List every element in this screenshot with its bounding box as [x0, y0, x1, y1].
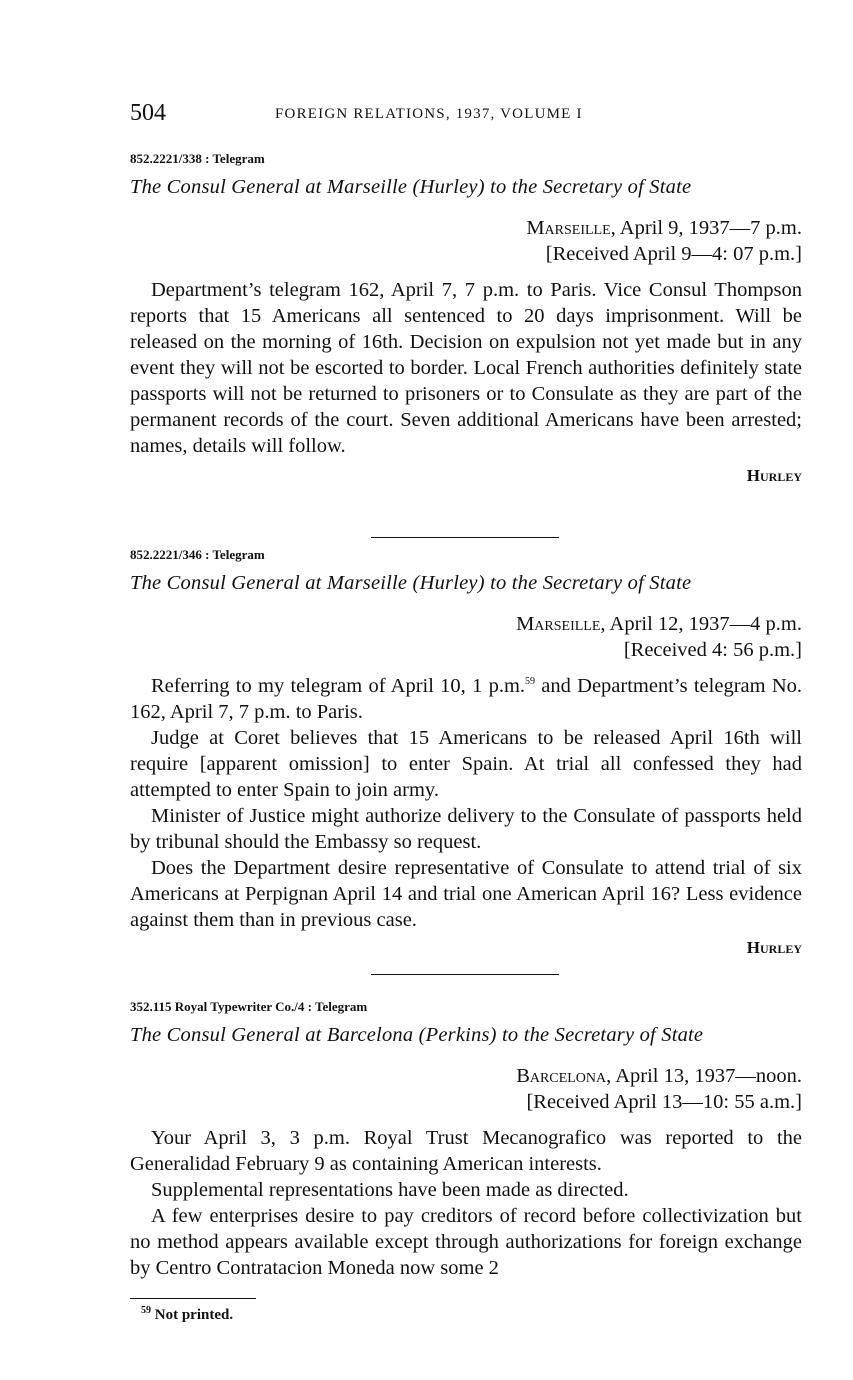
dateline — [130, 611, 802, 637]
dateline — [130, 215, 802, 241]
body-paragraph: Your April 3, 3 p.m. Royal Trust Mecanografico was reported to the Generalidad February 9 as containing American interests. — [130, 1127, 802, 1175]
paragraph-text: Referring to my telegram of April 10, 1 p.m. — [151, 675, 526, 697]
footnote-text: Not printed. — [151, 1307, 234, 1323]
body-paragraph: Supplemental representations have been made as directed. — [151, 1179, 629, 1201]
body-paragraph: Minister of Justice might authorize delivery to the Consulate of passports held by tribunal should the Embassy so request. — [130, 805, 802, 853]
telegram-338 — [130, 150, 802, 487]
file-reference: 352.115 Royal Typewriter Co./4 : Telegram — [130, 999, 368, 1014]
telegram-346 — [130, 546, 802, 959]
signature: Hurley — [746, 938, 802, 957]
telegram-royal-typewriter — [130, 998, 802, 1281]
document-title: The Consul General at Marseille (Hurley) to the Secretary of State — [130, 572, 692, 594]
file-reference: 852.2221/346 : Telegram — [130, 547, 265, 562]
received-line: [Received 4: 56 p.m.] — [623, 639, 802, 661]
dateline-date: , April 13, 1937—noon. — [606, 1065, 802, 1087]
page-number: 504 — [130, 100, 166, 126]
body-paragraph: A few enterprises desire to pay creditors of record before collectivization but no method appears available except through authorizations for foreign exchange by Centro Contratacion Moneda now some 2 — [130, 1205, 802, 1279]
dateline-date: , April 9, 1937—7 p.m. — [610, 217, 802, 239]
dateline-place: Barcelona — [516, 1065, 607, 1087]
body-paragraph: Does the Department desire representative of Consulate to attend trial of six Americans at Perpignan April 14 and trial one American April 16? Less evidence against them than in previous case. — [130, 857, 802, 931]
file-reference: 852.2221/338 : Telegram — [130, 151, 265, 166]
body-paragraph — [130, 673, 802, 725]
page-header — [130, 100, 802, 134]
footnote-divider — [130, 1298, 256, 1299]
dateline-place: Marseille — [526, 217, 611, 239]
body-paragraph: Department’s telegram 162, April 7, 7 p.m. to Paris. Vice Consul Thompson reports that 15 Americans all sentenced to 20 days imprisonment. Will be released on the morning of 16th. Decision on expulsion not yet made but in any event they will not be escorted to border. Local French authorities definitely state passports will not be returned to prisoners or to Consulate as they are part of the permanent records of the court. Seven additional Americans have been arrested; names, details will follow. — [130, 279, 802, 457]
dateline-place: Marseille — [516, 613, 601, 635]
section-divider — [371, 974, 559, 975]
section-divider — [371, 537, 559, 538]
footnote — [141, 1307, 233, 1324]
dateline-date: , April 12, 1937—4 p.m. — [600, 613, 802, 635]
received-line: [Received April 9—4: 07 p.m.] — [545, 243, 802, 265]
paragraph-text: and Department’s telegram No. 162, April 7, 7 p.m. to Paris. — [130, 675, 802, 723]
signature: Hurley — [746, 466, 802, 485]
footnote-reference: 59 — [525, 676, 536, 688]
body-paragraph: Judge at Coret believes that 15 Americans to be released April 16th will require [apparent omission] to enter Spain. At trial all confessed they had attempted to enter Spain to join army. — [130, 727, 802, 801]
dateline — [130, 1063, 802, 1089]
running-head: FOREIGN RELATIONS, 1937, VOLUME I — [275, 106, 583, 122]
document-title: The Consul General at Barcelona (Perkins) to the Secretary of State — [130, 1024, 704, 1046]
document-title: The Consul General at Marseille (Hurley) to the Secretary of State — [130, 176, 692, 198]
footnote-marker: 59 — [141, 1305, 151, 1316]
received-line: [Received April 13—10: 55 a.m.] — [526, 1091, 802, 1113]
